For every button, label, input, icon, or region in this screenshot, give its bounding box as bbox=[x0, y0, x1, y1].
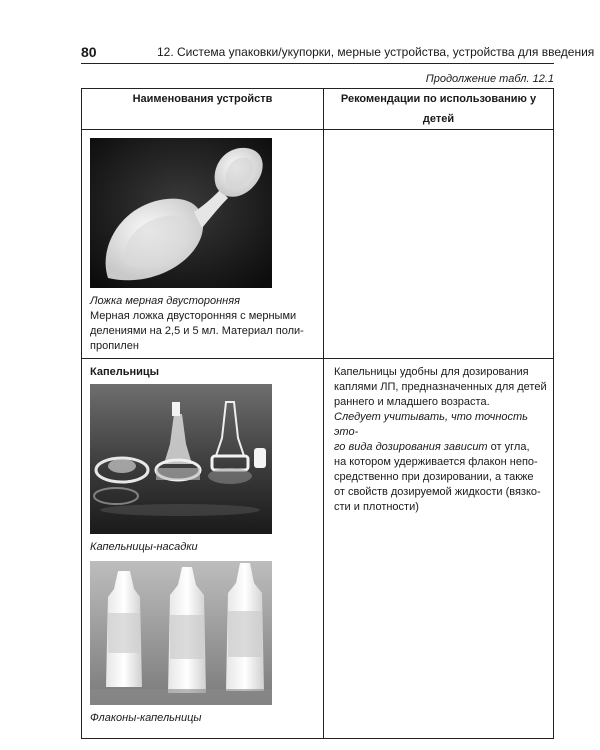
measuring-spoon-photo bbox=[90, 138, 272, 288]
dropper-bottles-caption: Флаконы-капельницы bbox=[90, 712, 202, 724]
devices-table bbox=[81, 88, 554, 739]
recommendation-italic-span: го вида дозирования зависит bbox=[334, 441, 488, 453]
spoon-description-line: пропилен bbox=[90, 340, 139, 352]
spoon-cell bbox=[82, 130, 324, 359]
spoon-recommendation-cell bbox=[324, 130, 554, 359]
spoon-description-line: Мерная ложка двусторонняя с мерными bbox=[90, 310, 297, 322]
recommendation-italic-line: Следует учитывать, что точность это- bbox=[334, 411, 528, 438]
dropper-tips-caption: Капельницы-насадки bbox=[90, 541, 198, 553]
droppers-title: Капельницы bbox=[90, 366, 160, 378]
recommendation-line: каплями ЛП, предназначенных для детей bbox=[334, 381, 547, 393]
droppers-cell bbox=[82, 359, 324, 739]
table-header-row bbox=[82, 89, 554, 130]
droppers-recommendation-cell bbox=[324, 359, 554, 739]
recommendation-tail-span: от угла, bbox=[487, 441, 530, 453]
recommendation-line: Капельницы удобны для дозирования bbox=[334, 366, 529, 378]
spoon-description-line: делениями на 2,5 и 5 мл. Материал поли- bbox=[90, 325, 304, 337]
recommendation-line: средственно при дозировании, а также bbox=[334, 471, 534, 483]
recommendation-line: сти и плотности) bbox=[334, 501, 419, 513]
col-header-recommendations: Рекомендации по использованию у детей bbox=[324, 89, 554, 130]
spoon-caption: Ложка мерная двусторонняя bbox=[90, 295, 240, 307]
dropper-bottles-photo bbox=[90, 561, 272, 705]
recommendation-line: от свойств дозируемой жидкости (вязко- bbox=[334, 486, 541, 498]
recommendation-line: раннего и младшего возраста. bbox=[334, 396, 490, 408]
table-continuation-label: Продолжение табл. 12.1 bbox=[425, 73, 554, 85]
recommendation-line: на котором удерживается флакон непо- bbox=[334, 456, 538, 468]
dropper-tips-photo bbox=[90, 384, 272, 534]
table-row bbox=[82, 359, 554, 739]
recommendation-line bbox=[334, 440, 547, 455]
table-row bbox=[82, 130, 554, 359]
col-header-devices: Наименования устройств bbox=[82, 89, 324, 130]
running-title: 12. Система упаковки/укупорки, мерные устройства, устройства для введения bbox=[157, 45, 595, 59]
header-rule bbox=[81, 63, 554, 64]
page-number: 80 bbox=[81, 44, 97, 60]
